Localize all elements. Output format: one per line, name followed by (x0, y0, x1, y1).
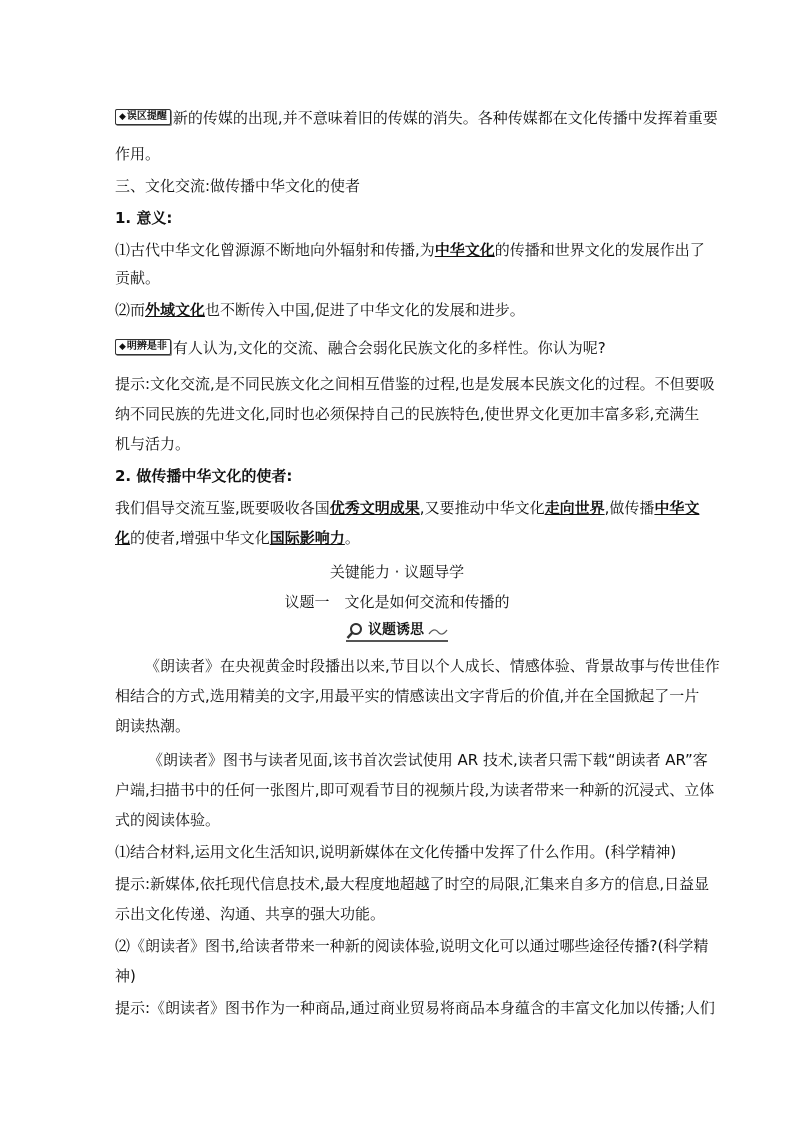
text-line: 贡献。 (115, 269, 161, 287)
text-segment: 的使者,增强中华文化 (130, 529, 270, 547)
banner-label: 议题诱思 (368, 622, 424, 638)
tip-paragraph (115, 108, 718, 128)
question-line: ⑴结合材料,运用文化生活知识,说明新媒体在文化传播中发挥了什么作用。(科学精神) (115, 843, 677, 861)
key-term: 国际影响力 (269, 529, 345, 547)
text-line (115, 528, 685, 548)
tip-badge (115, 109, 171, 125)
topic-title: 议题一 文化是如何交流和传播的 (284, 593, 510, 611)
tip-badge-label: 明辨是非 (126, 340, 167, 352)
question-line: 神) (115, 967, 136, 985)
key-term: 走向世界 (544, 499, 605, 517)
key-term: 外域文化 (145, 301, 206, 319)
text-line (115, 300, 685, 320)
swirl-icon (428, 626, 448, 638)
text-line: 机与活力。 (115, 435, 191, 453)
text-segment: ,做传播 (604, 499, 655, 517)
diamond-icon: ◆ (119, 111, 126, 122)
text-line: 式的阅读体验。 (115, 811, 221, 829)
question-line: ⑵《朗读者》图书,给读者带来一种新的阅读体验,说明文化可以通过哪些途径传播?(科学精 (115, 937, 709, 955)
text-line: 相结合的方式,选用精美的文字,用最平实的情感读出文字背后的价值,并在全国掀起了一片 (115, 687, 700, 705)
answer-line: 提示:《朗读者》图书作为一种商品,通过商业贸易将商品本身蕴含的丰富文化加以传播;人们 (115, 999, 715, 1017)
tip-badge-label: 误区提醒 (126, 110, 167, 122)
sub-heading: 1. 意义: (115, 209, 173, 227)
topic-banner (0, 620, 794, 642)
text-line: 《朗读者》在央视黄金时段播出以来,节目以个人成长、情感体验、背景故事与传世佳作 (145, 657, 720, 675)
key-term: 中华文 (654, 499, 700, 517)
text-segment: 。 (344, 529, 360, 547)
key-term: 优秀文明成果 (329, 499, 420, 517)
text-line: 朗读热潮。 (115, 717, 191, 735)
text-segment: 的传播和世界文化的发展作出了 (494, 241, 705, 259)
section-heading: 三、文化交流:做传播中华文化的使者 (115, 177, 361, 195)
answer-line: 示出文化传递、沟通、共享的强大功能。 (115, 905, 386, 923)
answer-line: 提示:新媒体,依托现代信息技术,最大程度地超越了时空的局限,汇集来自多方的信息,日益显 (115, 875, 710, 893)
sub-heading: 2. 做传播中华文化的使者: (115, 467, 293, 485)
text-segment: ⑵而 (115, 301, 146, 319)
tip-badge (115, 339, 171, 355)
text-line (115, 498, 700, 518)
text-line: 户端,扫描书中的任何一张图片,即可观看节目的视频片段,为读者带来一种新的沉浸式、立体 (115, 781, 715, 799)
key-term: 中华文化 (434, 241, 495, 259)
tip-paragraph (115, 338, 685, 358)
text-line: 纳不同民族的先进文化,同时也必须保持自己的民族特色,使世界文化更加丰富多彩,充满生 (115, 405, 700, 423)
text-line: 作用。 (115, 145, 161, 163)
key-term: 化 (115, 529, 131, 547)
tip-text: 有人认为,文化的交流、融合会弱化民族文化的多样性。你认为呢? (172, 339, 606, 357)
text-segment: 我们倡导交流互鉴,既要吸收各国 (115, 499, 330, 517)
text-line: 提示:文化交流,是不同民族文化之间相互借鉴的过程,也是发展本民族文化的过程。不但要吸 (115, 375, 715, 393)
diamond-icon: ◆ (119, 341, 126, 352)
section-title: 关键能力 · 议题导学 (329, 563, 465, 581)
text-segment: ,又要推动中华文化 (419, 499, 545, 517)
magnifier-icon (346, 622, 364, 640)
text-segment: ⑴古代中华文化曾源源不断地向外辐射和传播,为 (115, 241, 435, 259)
text-segment: 也不断传入中国,促进了中华文化的发展和进步。 (205, 301, 525, 319)
text-line: 《朗读者》图书与读者见面,该书首次尝试使用 AR 技术,读者只需下载“朗读者 AR”客 (148, 751, 708, 769)
text-line (115, 240, 705, 260)
tip-text: 新的传媒的出现,并不意味着旧的传媒的消失。各种传媒都在文化传播中发挥着重要 (172, 109, 718, 127)
banner-box (346, 620, 448, 642)
